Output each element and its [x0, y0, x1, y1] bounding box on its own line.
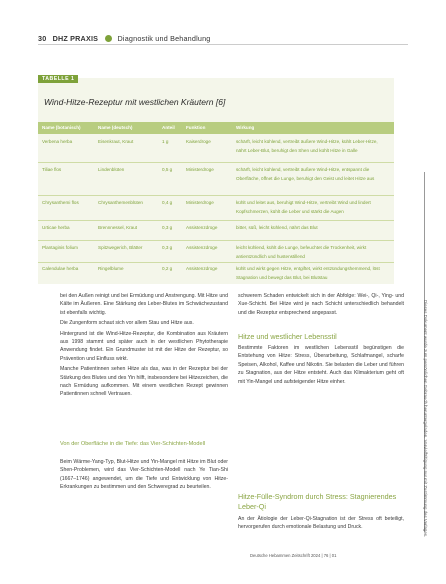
side-note: Dieses Dokument wurde zum persönlichen Gebrauch heruntergeladen. Vervielfältigung nur mit Zustimmung des Verlages. — [423, 300, 428, 538]
cell-effect: schärft, leicht kühlend, vertreibt äußere Wind-Hitze, entspannt die Oberfläche, öffnet die Lunge, beruhigt den Geist und leitet Hitze aus — [236, 167, 375, 181]
header-divider — [38, 44, 408, 45]
cell-german: Lindenblüten — [98, 167, 125, 172]
cell-share: 0,5 g — [162, 167, 173, 172]
row-divider — [38, 240, 394, 241]
cell-share: 1 g — [162, 139, 169, 144]
cell-botanical: Chrysanthemi flos — [42, 200, 79, 205]
cell-function: Kaiserdroge — [186, 139, 211, 144]
body-paragraph: schwerem Schaden entwickelt sich in der Abfolge: Wei-, Qi-, Ying- und Xue-Schicht. Bei Hitze wird je nach Schicht unterschiedlich behandelt und die Rezeptur entsprechend angepasst. — [238, 293, 404, 316]
cell-effect: schärft, leicht kühlend, vertreibt äußere Wind-Hitze, kühlt Leber-Hitze, nährt Leber-Blut, beruhigt den Shen und kühlt Hitze in Galle — [236, 139, 378, 153]
topic-label: Diagnostik und Behandlung — [117, 34, 211, 43]
body-paragraph: An der Ätiologie der Leber-Qi-Stagnation ist der Stress oft beteiligt, hervorgerufen durch emotionale Belastung und Druck. — [238, 516, 404, 531]
page-header — [38, 34, 210, 43]
subheading: Hitze und westlicher Lebensstil — [238, 332, 337, 341]
cell-german: Spitzwegerich, Blätter — [98, 245, 143, 250]
cell-share: 0,4 g — [162, 200, 173, 205]
page-footer: Deutsche Hebammen Zeitschrift 2024 | 76 | 01 — [250, 553, 337, 558]
cell-effect: bitter, süß, leicht kühlend, nährt das Blut — [236, 225, 318, 230]
left-column — [60, 292, 228, 399]
cell-effect: kühlt und wirkt gegen Hitze, entgiftet, wirkt entzündungshemmend, löst Stagnation und bewegt das Blut, bei Blutstau — [236, 266, 380, 280]
body-paragraph: bei den Außen reinigt und bei Ermüdung und Anstrengung. Mit Hitze und Kälte im Äußeren. Eine Stärkung des Leber-Blutes im Schwächezustand ist ebenfalls wichtig. — [60, 293, 228, 316]
column-header-german: Name (deutsch) — [98, 125, 133, 130]
cell-botanical: Calendulae herba — [42, 266, 79, 271]
cell-share: 0,3 g — [162, 225, 173, 230]
row-divider — [38, 220, 394, 221]
subheading: Hitze-Fülle-Syndrom durch Stress: Stagnierendes Leber-Qi — [238, 492, 397, 511]
cell-function: Assistenzdroge — [186, 225, 218, 230]
cell-share: 0,3 g — [162, 245, 173, 250]
cell-function: Ministerdroge — [186, 200, 214, 205]
cell-function: Assistenzdroge — [186, 245, 218, 250]
row-divider — [38, 195, 394, 196]
cell-share: 0,2 g — [162, 266, 173, 271]
cell-effect: leicht kühlend, kühlt die Lunge, befeuchtet die Trockenheit, wirkt antientzündlich und hustenstillend — [236, 245, 367, 259]
cell-botanical: Verbena herba — [42, 139, 73, 144]
row-divider — [38, 262, 394, 263]
column-header-botanical: Name (botanisch) — [42, 125, 81, 130]
body-paragraph: Beim Wärme-Yang-Typ, Blut-Hitze und Yin-Mangel mit Hitze im Blut oder Shen-Problemen, wird das Vier-Schichten-Modell nach Ye Tian-Shi (1667–1746) angewendet, um die Tiefe und Entwicklung von Hitze-Erkrankungen zu bestimmen und den Schweregrad zu beurteilen. — [60, 459, 228, 491]
body-paragraph: Hintergrund ist die Wind-Hitze-Rezeptur, die Kombination aus Kräutern aus 1998 stammt und später auch in der westlichen Phytotherapie Anwendung findet. Ein Grundmuster ist mit der Hitze der Rezeptur, so Prävention und Einfluss wirkt. — [60, 330, 228, 362]
body-paragraph: Bestimmte Faktoren im westlichen Lebensstil begünstigen die Entstehung von Hitze: Stress, Überarbeitung, Schlafmangel, scharfe Speisen, Alkohol, Kaffee und Nikotin. Sie belasten die Leber und führen zu Stagnation, aus der Hitze entsteht. Auch das Klimakterium geht oft mit Yin-Mangel und aufsteigender Hitze einher. — [238, 345, 404, 385]
body-paragraph: Die Zungenform schaut sich vor allem Stau und Hitze aus. — [60, 320, 194, 327]
table-header-bar — [38, 122, 394, 134]
column-header-share: Anteil — [162, 125, 175, 130]
column-header-function: Funktion — [186, 125, 206, 130]
page-number: 30 — [38, 34, 47, 43]
cell-german: Ringelblume — [98, 266, 124, 271]
section-logo-icon — [105, 35, 112, 42]
cell-effect: kühlt und leitet aus, beruhigt Wind-Hitze, vertreibt Wind und lindert Kopfschmerzen, kühlt die Leber und stärkt die Augen — [236, 200, 371, 214]
section-label: DHZ PRAXIS — [52, 34, 99, 43]
cell-function: Ministerdroge — [186, 167, 214, 172]
row-divider — [38, 162, 394, 163]
cell-botanical: Tiliae flos — [42, 167, 62, 172]
cell-botanical: Plantaginis folium — [42, 245, 79, 250]
column-header-effect: Wirkung — [236, 125, 255, 130]
cell-function: Assistenzdroge — [186, 266, 218, 271]
subheading: Von der Oberfläche in die Tiefe: das Vier-Schichten-Modell — [60, 441, 206, 447]
cell-german: Eisenkraut, Kraut — [98, 139, 134, 144]
table-title: Wind-Hitze-Rezeptur mit westlichen Kräutern [6] — [44, 97, 226, 107]
cell-german: Brennnessel, Kraut — [98, 225, 138, 230]
table-tag: TABELLE 1 — [38, 75, 78, 83]
cell-german: Chrysanthemenblüten — [98, 200, 143, 205]
body-paragraph: Manche Patientinnen sehen Hitze als das, was in der Rezeptur bei der Stärkung des Blutes und des Yin hilft, insbesondere bei Hitzezeichen, die nach Ermüdung aufkommen. Mit einem westlichen Rezept gewinnen Patientinnen schnell Vertrauen. — [60, 366, 228, 398]
cell-botanical: Urticae herba — [42, 225, 70, 230]
